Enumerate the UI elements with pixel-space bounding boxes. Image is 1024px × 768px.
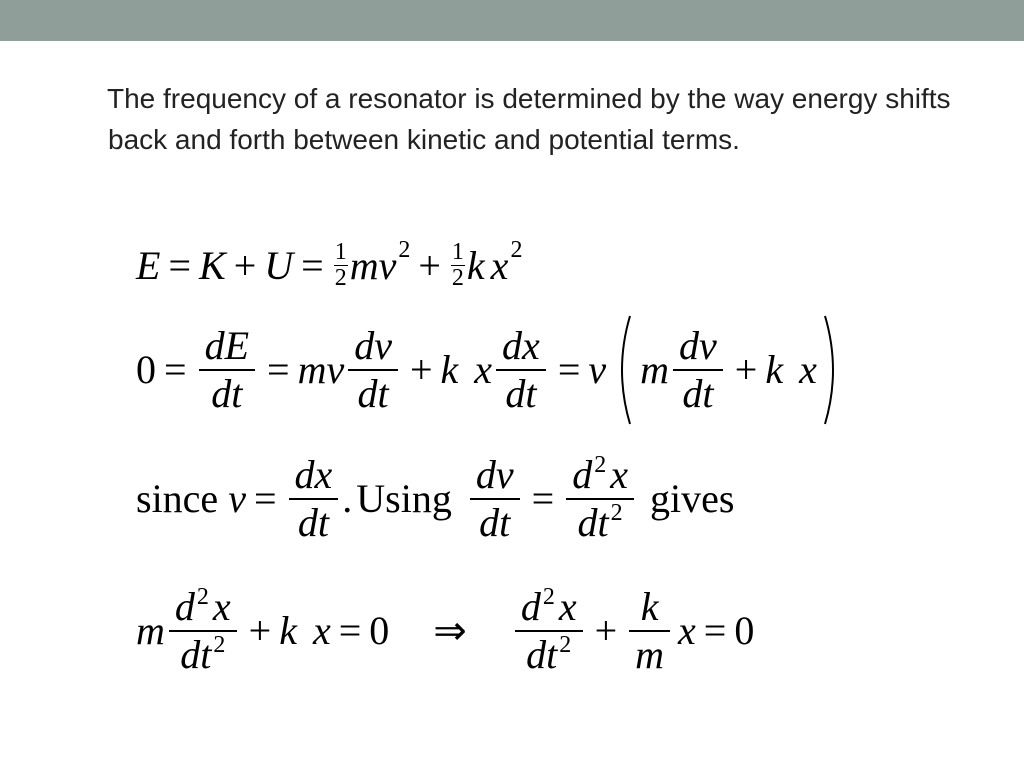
plus-sign: + (233, 242, 257, 288)
numerator: dx (294, 452, 333, 497)
exponent: 2 (510, 236, 523, 263)
fraction-k-m (629, 584, 670, 678)
denominator (174, 632, 231, 678)
fraction-dE-dt (199, 323, 255, 417)
numerator: dv (354, 323, 392, 368)
zero: 0 (734, 608, 755, 653)
fraction-half (334, 240, 348, 291)
numerator: 1 (334, 239, 347, 265)
symbol-d: d (520, 584, 541, 629)
exponent: 2 (213, 632, 226, 658)
energy-equation (136, 236, 523, 292)
fraction-dv-dt (673, 323, 723, 417)
fraction-dx-dt (496, 323, 546, 417)
equals-sign: = (557, 347, 581, 392)
fraction-dx-dt (289, 452, 339, 546)
numerator: dE (204, 323, 249, 368)
numerator (515, 584, 583, 630)
numerator: dx (502, 323, 540, 368)
symbol-m: m (640, 347, 670, 392)
equals-sign: = (168, 242, 191, 288)
equals-sign: = (703, 608, 727, 653)
exponent: 2 (559, 632, 572, 658)
symbol-v: v (588, 347, 607, 392)
plus-sign: + (409, 347, 433, 392)
plus-sign: + (734, 347, 758, 392)
implies-icon: ⇒ (433, 608, 467, 653)
denominator: dt (211, 371, 243, 416)
fraction-d2x-dt2 (169, 584, 237, 678)
period: . (342, 476, 353, 521)
numerator: 1 (451, 239, 464, 265)
word-gives: gives (649, 476, 735, 521)
numerator: k (640, 584, 659, 629)
symbol-d: d (174, 584, 195, 629)
equals-sign: = (338, 608, 362, 653)
denominator: dt (357, 371, 389, 416)
symbol-d: d (572, 452, 593, 497)
equals-sign: = (267, 347, 290, 392)
symbol-kx: k x (765, 347, 817, 392)
symbol-dt: dt (180, 632, 212, 677)
symbol-k: k (466, 242, 485, 288)
symbol-x: x (212, 584, 231, 629)
numerator (169, 584, 237, 630)
numerator: dv (475, 452, 514, 497)
symbol-U: U (264, 242, 294, 288)
symbol-E: E (136, 242, 161, 288)
left-paren-icon (612, 314, 634, 426)
equals-sign: = (253, 476, 277, 521)
denominator: 2 (451, 265, 464, 292)
exponent: 2 (594, 452, 607, 478)
symbol-kx: k x (440, 347, 493, 392)
denominator (520, 632, 577, 678)
symbol-kx: k x (279, 608, 331, 653)
symbol-x: x (490, 242, 509, 288)
derivative-equation (136, 314, 843, 426)
symbol-m: m (136, 608, 165, 653)
numerator: dv (679, 323, 717, 368)
fraction-dv-dt (348, 323, 398, 417)
equals-sign: = (301, 242, 324, 288)
fraction-d2x-dt2 (566, 452, 634, 546)
fraction-half (451, 240, 465, 291)
word-using: Using (356, 476, 452, 521)
numerator (566, 452, 634, 498)
plus-sign: + (594, 608, 618, 653)
denominator: dt (505, 371, 537, 416)
denominator: dt (479, 500, 511, 545)
fraction-dv-dt (470, 452, 520, 546)
denominator: dt (297, 500, 329, 545)
equals-sign: = (531, 476, 555, 521)
denominator: dt (682, 371, 714, 416)
denominator: m (635, 632, 665, 677)
exponent: 2 (542, 584, 555, 610)
oscillator-equation (136, 584, 754, 678)
exponent: 2 (610, 500, 623, 526)
symbol-mv: mv (297, 347, 345, 392)
symbol-K: K (199, 242, 226, 288)
title-bar (0, 0, 1024, 41)
symbol-x: x (678, 608, 696, 653)
plus-sign: + (248, 608, 272, 653)
symbol-dt: dt (577, 500, 609, 545)
fraction-d2x-dt2 (515, 584, 583, 678)
word-since: since (136, 476, 219, 521)
zero: 0 (369, 608, 390, 653)
equals-sign: = (164, 347, 187, 392)
plus-sign: + (418, 242, 441, 288)
symbol-x: x (610, 452, 628, 497)
symbol-dt: dt (526, 632, 558, 677)
denominator: 2 (334, 265, 347, 292)
symbol-x: x (558, 584, 577, 629)
right-paren-icon (821, 314, 843, 426)
symbol-v: v (228, 476, 246, 521)
substitution-statement (136, 452, 740, 546)
exponent: 2 (196, 584, 209, 610)
exponent: 2 (398, 236, 411, 263)
parenthesized-group (612, 314, 843, 426)
zero: 0 (136, 347, 156, 392)
symbol-mv: mv (349, 242, 397, 288)
denominator (572, 500, 629, 546)
intro-text: The frequency of a resonator is determined by the way energy shifts back and forth between kinetic and potential terms. (107, 83, 951, 155)
